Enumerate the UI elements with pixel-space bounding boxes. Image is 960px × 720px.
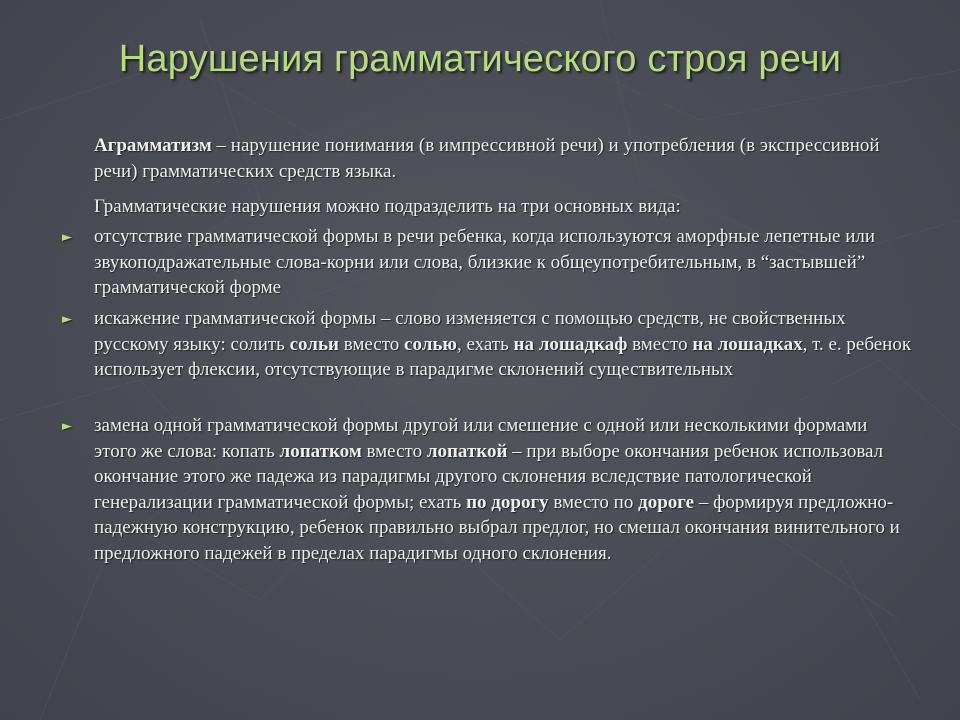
example-word: сольи [289, 333, 339, 355]
bullet-text: вместо по [548, 491, 639, 513]
bullet-item-3 [94, 413, 914, 566]
definition-text: – нарушение понимания (в импрессивной речи) и употребления (в экспрессивной речи) грамматических средств языка. [94, 135, 880, 182]
example-word: по дорогу [466, 491, 549, 513]
triangle-right-icon: ► [62, 312, 72, 327]
term-agrammatism: Аграмматизм [94, 135, 212, 156]
bullet-item-1: отсутствие грамматической формы в речи ребенка, когда используются аморфные лепетные или звукоподражательные слова-корни или слова, близкие к общеупотребительным, в “застывшей” грамматической форме [94, 226, 876, 298]
bullet-text: – при выборе окончания ребенок использовал окончание этого же падежа из парадигмы другого склонения вследствие патологической генерализации грамматической формы; ехать [94, 440, 884, 513]
example-word: на лошадках [692, 333, 803, 355]
example-word: солью [404, 333, 457, 355]
bullet-text: вместо [361, 440, 427, 462]
example-word: дороге [638, 491, 695, 513]
bullet-text: вместо [627, 333, 693, 355]
bullet-text: – формируя предложно-падежную конструкцию, ребенок правильно выбрал предлог, но смешал окончания винительного и предложного падежей в пределах парадигмы одного склонения. [94, 491, 900, 564]
slide-title: Нарушения грамматического строя речи [118, 38, 842, 80]
triangle-right-icon: ► [62, 419, 72, 434]
triangle-right-icon: ► [62, 230, 72, 245]
example-word: на лошадкаф [513, 333, 628, 355]
definition-paragraph [94, 133, 914, 185]
bullet-item-2 [94, 306, 914, 383]
example-word: лопатком [279, 440, 362, 462]
example-word: лопаткой [426, 440, 508, 462]
bullet-text: искажение грамматической формы – слово изменяется с помощью средств, не свойственных русскому языку: солить [94, 308, 846, 355]
bullet-text: вместо [338, 333, 405, 355]
bullet-text: , т. е. ребенок использует флексии, отсутствующие в парадигме склонений существительных [94, 333, 912, 380]
intro-paragraph: Грамматические нарушения можно подразделить на три основных вида: [94, 196, 681, 217]
bullet-text: , ехать [456, 333, 514, 355]
bullet-text: замена одной грамматической формы другой или смешение с одной или несколькими формами этого же слова: копать [94, 415, 868, 462]
